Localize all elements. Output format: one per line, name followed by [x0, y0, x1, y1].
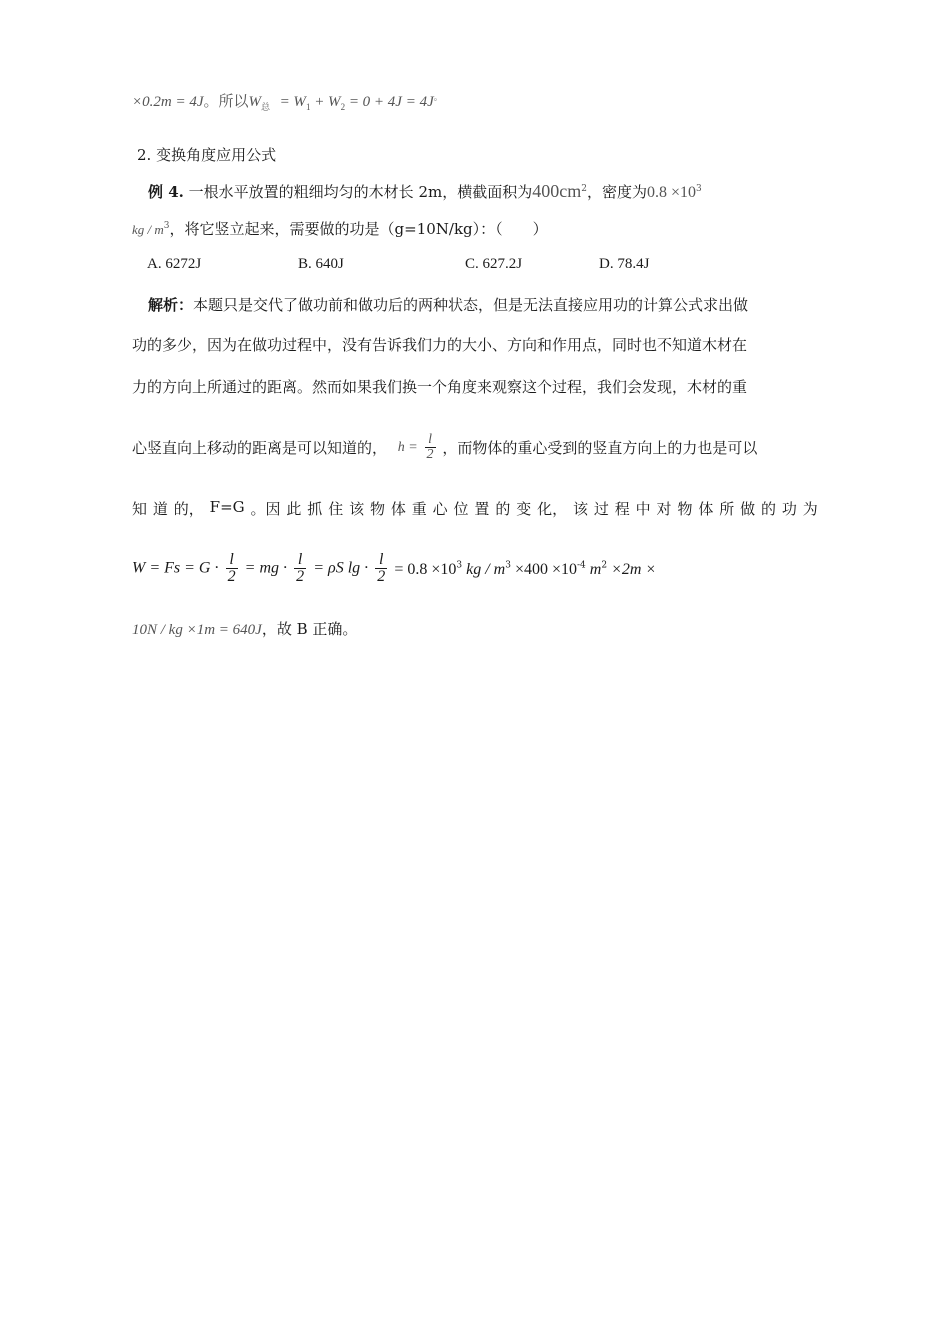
eq1-rest: = W — [279, 94, 306, 110]
area-value: 400cm — [532, 181, 582, 201]
formula-e2: 3 — [505, 560, 511, 571]
analysis-line-5-word: 位 — [453, 500, 469, 518]
analysis-text-4b: ，而物体的重心受到的竖直方向上的力也是可以 — [442, 439, 758, 457]
formula-e4: 2 — [601, 560, 608, 571]
formula-e1: 3 — [456, 560, 463, 571]
density-exp: 3 — [696, 184, 702, 194]
analysis-line-5-word: 置 — [474, 500, 490, 518]
formula-frac-3 — [375, 552, 387, 585]
formula-frac-2 — [294, 552, 306, 585]
frac2-num: l — [294, 552, 306, 569]
eq1-part1: ×0.2m = 4J — [132, 94, 204, 110]
analysis-line-5-word: 该 — [349, 500, 365, 518]
option-d: D. 78.4J — [599, 256, 650, 272]
analysis-line-5-word: 物 — [369, 500, 385, 518]
h-frac-den: 2 — [426, 447, 434, 462]
option-b: B. 640J — [298, 256, 344, 272]
analysis-line-5-word: 该 — [572, 500, 588, 518]
analysis-line-5-word: 体 — [698, 500, 714, 518]
eq1-w2-sub: 2 — [340, 102, 346, 112]
analysis-line-3: 力的方向上所通过的距离。然而如果我们换一个角度来观察这个过程，我们会发现，木材的重 — [132, 378, 748, 396]
analysis-line-5-word: 道 — [152, 500, 168, 518]
analysis-text-1: 本题只是交代了做功前和做功后的两种状态，但是无法直接应用功的计算公式求出做 — [193, 296, 749, 314]
option-c: C. 627.2J — [465, 256, 523, 272]
density-unit: kg / m — [132, 222, 164, 237]
eq1-w1-sub: 1 — [305, 102, 311, 112]
example-text-a: 一根水平放置的粗细均匀的木材长 2m，横截面积为 — [188, 183, 533, 201]
frac3-num: l — [375, 552, 387, 569]
section-heading: 2. 变换角度应用公式 — [137, 146, 277, 164]
analysis-line-5-word: 物 — [677, 500, 693, 518]
h-fraction — [425, 433, 436, 462]
analysis-line-5-word: 此 — [286, 500, 302, 518]
formula-p5: kg / m — [462, 560, 506, 578]
formula-p2: = mg · — [244, 559, 288, 577]
analysis-line-5-word: 程 — [614, 500, 630, 518]
analysis-line-5 — [132, 498, 818, 519]
equation-line-1 — [132, 90, 443, 111]
eq1-part2: 。所以 — [203, 92, 249, 110]
formula2-tail: ，故 B 正确。 — [261, 620, 358, 638]
formula-e3: -4 — [577, 560, 586, 571]
formula2-expr: 10N / kg ×1m = 640J — [132, 622, 262, 638]
analysis-line-5-word: F=G — [209, 498, 245, 516]
work-formula — [132, 552, 656, 585]
formula-p7: m — [585, 560, 602, 578]
analysis-line-4 — [132, 433, 757, 462]
analysis-line-5-word: 的 — [495, 500, 511, 518]
example-line-1 — [148, 181, 702, 202]
analysis-line-5-word: 对 — [656, 500, 672, 518]
analysis-line-5-word: 功 — [781, 500, 797, 518]
formula-frac-1 — [226, 552, 238, 585]
frac3-den: 2 — [377, 568, 386, 585]
eq1-wtotal: W — [248, 94, 261, 110]
analysis-line-5-word: 的， — [173, 500, 204, 518]
analysis-label: 解析： — [148, 296, 194, 314]
analysis-line-5-word: 心 — [432, 500, 448, 518]
eq1-result: = 0 + 4J = 4J — [345, 94, 434, 110]
analysis-line-5-word: 化， — [537, 500, 568, 518]
analysis-line-5-word: 体 — [390, 500, 406, 518]
area-exp: 2 — [581, 184, 587, 194]
analysis-line-5-word: 抓 — [307, 500, 323, 518]
analysis-line-5-word: 中 — [635, 500, 651, 518]
eq1-wtotal-sub: 总 — [261, 103, 271, 113]
analysis-line-5-word: 做 — [740, 500, 756, 518]
analysis-line-5-word: 知 — [132, 500, 148, 518]
formula-p1: W = Fs = G · — [132, 559, 219, 577]
frac1-num: l — [226, 552, 238, 569]
analysis-line-5-word: 变 — [516, 500, 532, 518]
formula-p4: = 0.8 ×10 — [394, 560, 457, 578]
analysis-line-2: 功的多少，因为在做功过程中，没有告诉我们力的大小、方向和作用点，同时也不知道木材在 — [132, 336, 748, 354]
work-formula-line-2 — [132, 618, 357, 639]
example-text-c: ，将它竖立起来，需要做的功是（g=10N/kg）：（ ） — [169, 220, 548, 238]
h-lhs: h = — [397, 439, 418, 455]
analysis-line-5-word: 。因 — [250, 500, 281, 518]
example-line-2 — [132, 218, 548, 239]
example-label: 例 4. — [148, 183, 184, 201]
example-text-b: ，密度为 — [586, 183, 647, 201]
formula-p8: ×2m × — [607, 560, 657, 578]
option-a: A. 6272J — [147, 256, 202, 272]
h-frac-num: l — [425, 433, 436, 448]
eq1-end: 。 — [433, 93, 443, 103]
eq1-plusw: + W — [310, 94, 341, 110]
frac2-den: 2 — [296, 568, 305, 585]
formula-p3: = ρS lg · — [313, 559, 369, 577]
analysis-text-4a: 心竖直向上移动的距离是可以知道的， — [132, 439, 388, 457]
analysis-line-5-word: 过 — [593, 500, 609, 518]
analysis-line-1 — [148, 294, 748, 315]
density-unit-exp: 3 — [163, 221, 170, 231]
formula-p6: ×400 ×10 — [510, 560, 577, 578]
formula-tail — [394, 559, 656, 578]
analysis-line-5-word: 所 — [719, 500, 735, 518]
analysis-line-5-word: 为 — [802, 500, 818, 518]
analysis-line-5-word: 重 — [411, 500, 427, 518]
analysis-line-5-word: 的 — [761, 500, 777, 518]
density-value: 0.8 ×10 — [646, 184, 696, 201]
frac1-den: 2 — [227, 568, 236, 585]
analysis-line-5-word: 住 — [328, 500, 344, 518]
